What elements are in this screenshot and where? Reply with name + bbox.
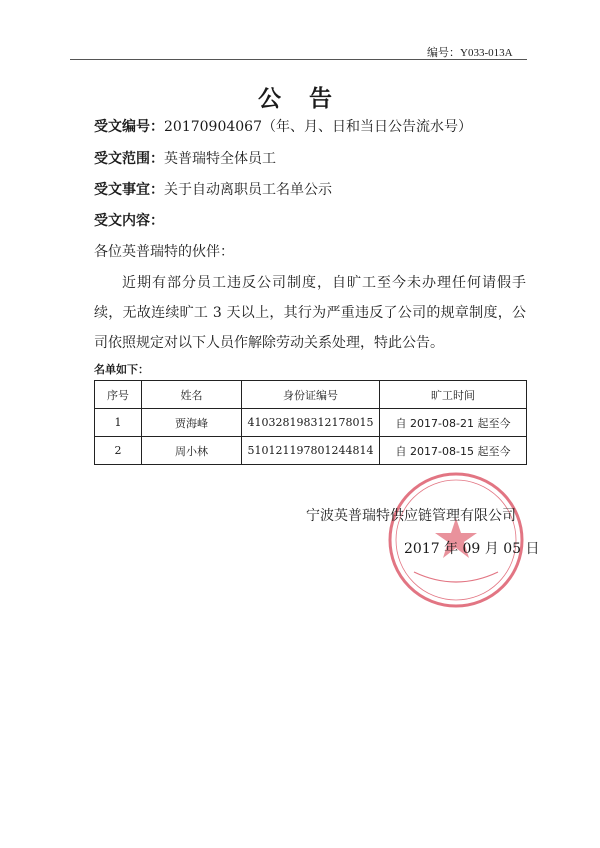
header-name: 姓名: [142, 381, 242, 409]
row-name: 贾海峰: [142, 409, 242, 437]
announcement-body: [94, 268, 526, 358]
header-id: 身份证编号: [242, 381, 380, 409]
row-absence: 自 2017-08-15 起至今: [380, 437, 527, 465]
table-row: [95, 409, 527, 437]
header-index: 序号: [95, 381, 142, 409]
header-divider: [70, 59, 527, 60]
row-id: 510121197801244814: [242, 437, 380, 465]
field-number-label: 受文编号：: [94, 119, 164, 135]
document-code: 编号：Y033-013A: [427, 47, 513, 59]
field-scope-value: 英普瑞特全体员工: [164, 151, 276, 167]
body-paragraph: 近期有部分员工违反公司制度，自旷工至今未办理任何请假手续，无故连续旷工 3 天以上，其行为严重违反了公司的规章制度，公司依照规定对以下人员作解除劳动关系处理，特此公告。: [94, 275, 526, 351]
row-absence: 自 2017-08-21 起至今: [380, 409, 527, 437]
field-scope: [94, 148, 276, 168]
issue-date: 2017 年 09 月 05 日: [404, 541, 540, 557]
row-index: 1: [95, 409, 142, 437]
page-title: 公 告: [257, 86, 342, 112]
field-content-label: 受文内容：: [94, 213, 164, 229]
field-number-value: 20170904067（年、月、日和当日公告流水号）: [164, 119, 472, 135]
field-matter-label: 受文事宜：: [94, 182, 164, 198]
row-id: 410328198312178015: [242, 409, 380, 437]
company-name: 宁波英普瑞特供应链管理有限公司: [306, 508, 516, 524]
table-row: [95, 437, 527, 465]
row-name: 周小林: [142, 437, 242, 465]
list-title: 名单如下：: [94, 363, 149, 376]
field-number: [94, 116, 472, 136]
employee-table: [94, 380, 527, 465]
field-scope-label: 受文范围：: [94, 151, 164, 167]
field-matter-value: 关于自动离职员工名单公示: [164, 182, 332, 198]
greeting: 各位英普瑞特的伙伴：: [94, 244, 234, 260]
field-content: [94, 210, 164, 230]
header-absence: 旷工时间: [380, 381, 527, 409]
table-header-row: [95, 381, 527, 409]
field-matter: [94, 179, 332, 199]
row-index: 2: [95, 437, 142, 465]
